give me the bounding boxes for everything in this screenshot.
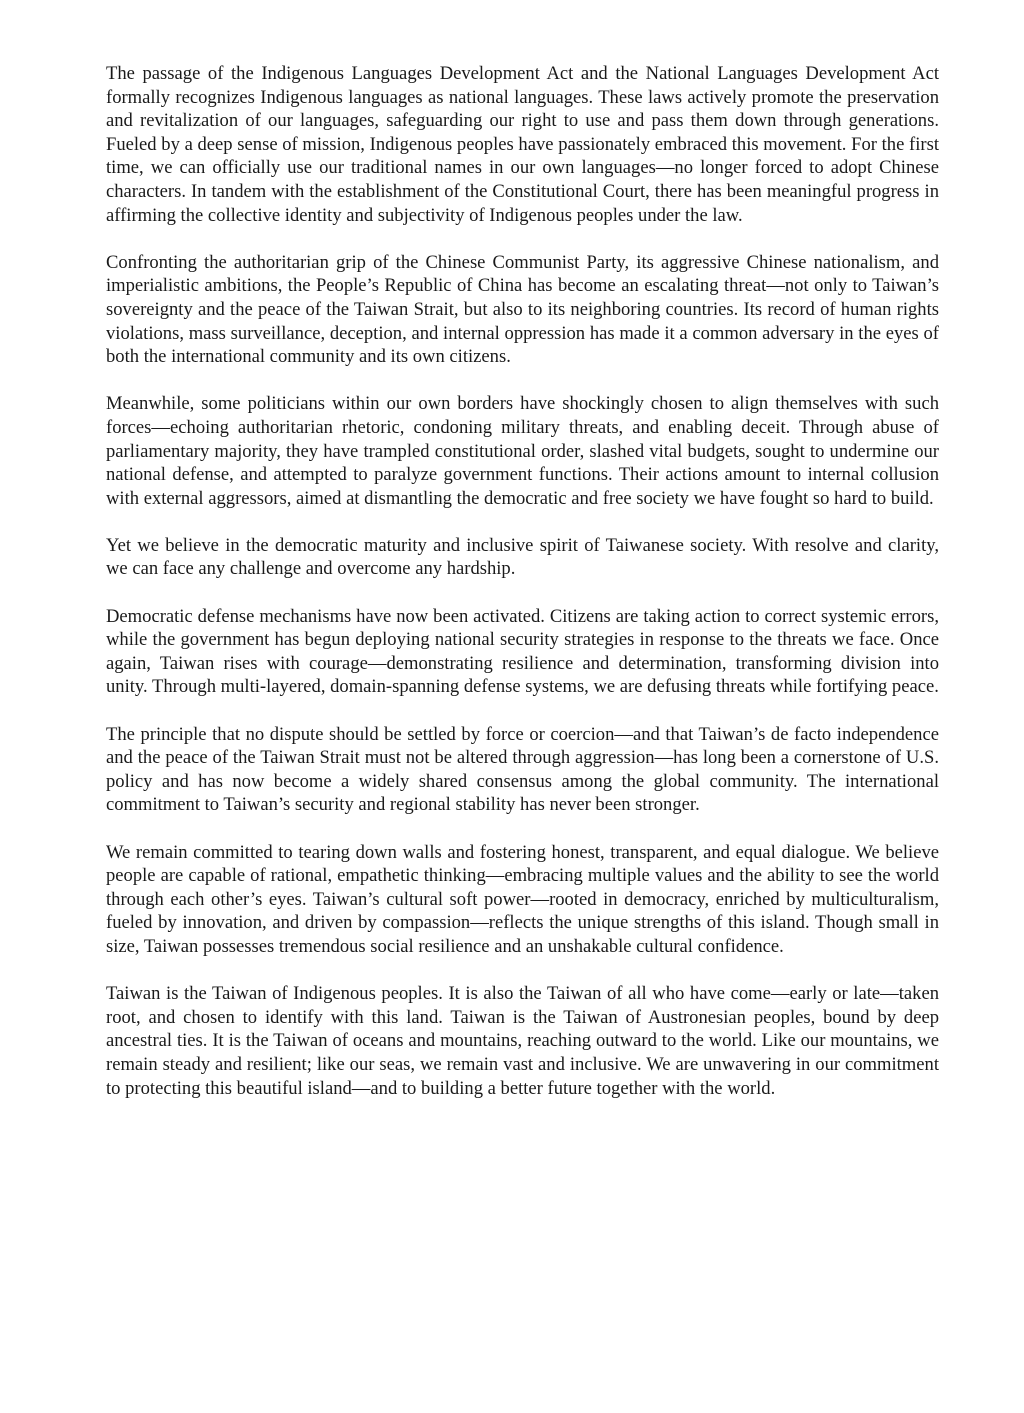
paragraph-indigenous-languages: The passage of the Indigenous Languages Development Act and the National Languages Development Act formally recognizes Indigenous languages as national languages. These laws actively promote the preservation and revitalization of our languages, safeguarding our right to use and pass them down through generations. Fueled by a deep sense of mission, Indigenous peoples have passionately embraced this movement. For the first time, we can officially use our traditional names in our own languages—no longer forced to adopt Chinese characters. In tandem with the establishment of the Constitutional Court, there has been meaningful progress in affirming the collective identity and subjectivity of Indigenous peoples under the law. [106,63,939,226]
paragraph-taiwan-of-all: Taiwan is the Taiwan of Indigenous peoples. It is also the Taiwan of all who have come—early or late—taken root, and chosen to identify with this land. Taiwan is the Taiwan of Austronesian peoples, bound by deep ancestral ties. It is the Taiwan of oceans and mountains, reaching outward to the world. Like our mountains, we remain steady and resilient; like our seas, we remain vast and inclusive. We are unwavering in our commitment to protecting this beautiful island—and to building a better future together with the world. [106,983,939,1099]
paragraph-democratic-maturity: Yet we believe in the democratic maturity and inclusive spirit of Taiwanese society. With resolve and clarity, we can face any challenge and overcome any hardship. [106,534,939,580]
paragraph-internal-politicians: Meanwhile, some politicians within our own borders have shockingly chosen to align themselves with such forces—echoing authoritarian rhetoric, condoning military threats, and enabling deceit. Through abuse of parliamentary majority, they have trampled constitutional order, slashed vital budgets, sought to undermine our national defense, and attempted to paralyze government functions. Their actions amount to internal collusion with external aggressors, aimed at dismantling the democratic and free society we have fought so hard to build. [106,393,939,509]
paragraph-no-dispute-by-force: The principle that no dispute should be settled by force or coercion—and that Taiwan’s de facto independence and the peace of the Taiwan Strait must not be altered through aggression—has long been a cornerstone of U.S. policy and has now become a widely shared consensus among the global community. The international commitment to Taiwan’s security and regional stability has never been stronger. [106,723,939,816]
document-body [106,62,939,1124]
paragraph-democratic-defense: Democratic defense mechanisms have now been activated. Citizens are taking action to correct systemic errors, while the government has begun deploying national security strategies in response to the threats we face. Once again, Taiwan rises with courage—demonstrating resilience and determination, transforming division into unity. Through multi-layered, domain-spanning defense systems, we are defusing threats while fortifying peace. [106,605,939,698]
paragraph-ccp-threat: Confronting the authoritarian grip of the Chinese Communist Party, its aggressive Chinese nationalism, and imperialistic ambitions, the People’s Republic of China has become an escalating threat—not only to Taiwan’s sovereignty and the peace of the Taiwan Strait, but also to its neighboring countries. Its record of human rights violations, mass surveillance, deception, and internal oppression has made it a common adversary in the eyes of both the international community and its own citizens. [106,251,939,368]
paragraph-honest-dialogue: We remain committed to tearing down walls and fostering honest, transparent, and equal dialogue. We believe people are capable of rational, empathetic thinking—embracing multiple values and the ability to see the world through each other’s eyes. Taiwan’s cultural soft power—rooted in democracy, enriched by multiculturalism, fueled by innovation, and driven by compassion—reflects the unique strengths of this island. Though small in size, Taiwan possesses tremendous social resilience and an unshakable cultural confidence. [106,841,939,957]
